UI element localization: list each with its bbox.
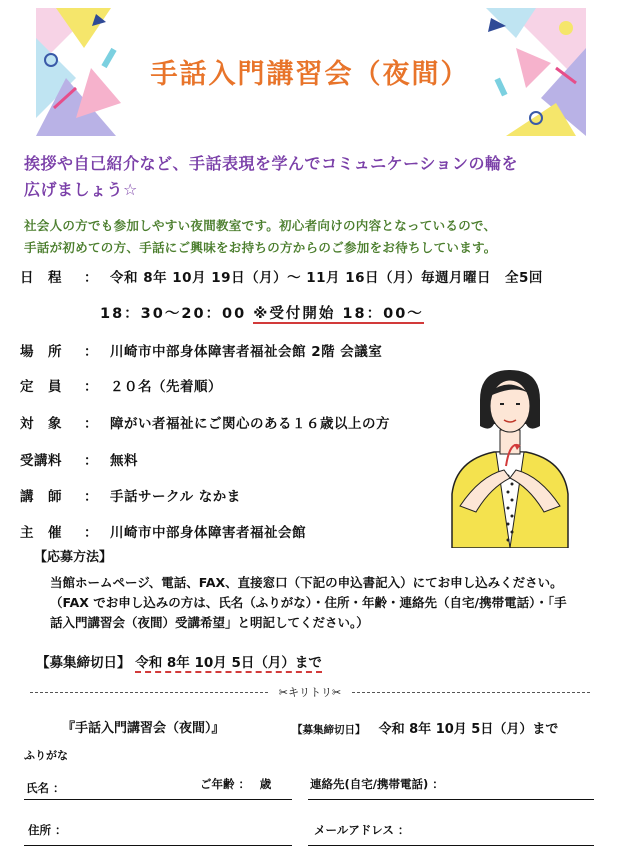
host-colon: ： [84,525,98,541]
form-deadline [292,718,558,737]
intro-line-2: 広げましょう☆ [24,180,138,199]
reception-time: ※受付開始 18：00～ [253,306,424,322]
capacity-colon: ： [84,379,98,395]
form-email-label: メールアドレス ： [314,823,410,837]
form-name-field[interactable] [24,799,292,800]
date-label: 日 程 [20,270,62,286]
target-label: 対 象 [20,416,62,432]
detail-instructor [20,485,241,505]
place-colon: ： [84,344,98,360]
instructor-value: 手話サークル なかま [110,489,241,505]
fee-label: 受講料 [20,453,62,469]
detail-host [20,521,306,541]
intro-line-1: 挨拶や自己紹介など、手話表現を学んでコミュニケーションの輪を [24,154,519,173]
capacity-label: 定 員 [20,379,62,395]
form-deadline-value: 令和 8年 10月 5日（月）まで [378,722,559,737]
description-text [24,215,614,259]
time-value: 18：30～20：00 [100,306,247,322]
host-label: 主 催 [20,525,62,541]
date-colon: ： [84,270,98,286]
capacity-value: ２０名（先着順） [110,379,222,395]
description-line-1: 社会人の方でも参加しやすい夜間教室です。初心者向けの内容となっているので、 [24,218,497,233]
detail-date [20,266,543,286]
detail-target [20,412,390,432]
sign-language-woman-illustration [430,366,590,548]
page-title: 手話入門講習会（夜間） [150,59,470,90]
instructor-colon: ： [84,489,98,505]
form-address-label: 住所 ： [28,823,67,837]
form-address-field[interactable] [24,845,292,846]
target-value: 障がい者福祉にご関心のある１６歳以上の方 [110,416,390,432]
instructor-label: 講 師 [20,489,62,505]
application-line-2: （FAX でお申し込みの方は、氏名（ふりがな）・住所・年齢・連絡先（自宅/携帯電話）・「手 [50,595,567,610]
place-label: 場 所 [20,344,62,360]
description-line-2: 手話が初めての方、手話にご興味をお持ちの方からのご参加をお待ちしています。 [24,240,497,255]
target-colon: ： [84,416,98,432]
deadline-value: 令和 8年 10月 5日（月）まで [135,655,322,671]
application-line-3: 話入門講習会（夜間）受講希望」と明記してください。） [50,615,369,630]
intro-text [24,151,604,203]
form-name-label: 氏名 ： [26,781,65,795]
form-contact-label: 連絡先(自宅/携帯電話) ： [310,777,444,791]
application-text [50,573,610,633]
fee-colon: ： [84,453,98,469]
fee-value: 無料 [110,453,138,469]
form-course-title: 『手話入門講習会（夜間）』 [62,721,225,736]
detail-capacity [20,375,222,395]
cut-text: ✂キリトリ✂ [278,686,342,699]
form-contact-field[interactable] [308,799,594,800]
cut-label [30,684,590,700]
form-age-label: ご年齢 ： 歳 [200,777,272,791]
detail-fee [20,449,138,469]
deadline [36,651,322,671]
place-value: 川崎市中部身体障害者福祉会館 2階 会議室 [110,344,383,360]
application-line-1: 当館ホームページ、電話、FAX、直接窓口（下記の申込書記入）にてお申し込みください。 [50,575,563,590]
detail-place [20,340,382,360]
deadline-label: 【募集締切日】 [36,655,131,671]
form-email-field[interactable] [308,845,594,846]
cut-line [30,684,590,700]
form-deadline-label: 【募集締切日】 [292,724,366,736]
detail-time [100,302,424,323]
application-heading: 【応募方法】 [34,550,113,565]
date-value: 令和 8年 10月 19日（月）～ 11月 16日（月）毎週月曜日 全5回 [110,270,543,286]
form-furigana-label: ふりがな [24,749,68,762]
host-value: 川崎市中部身体障害者福祉会館 [110,525,306,541]
